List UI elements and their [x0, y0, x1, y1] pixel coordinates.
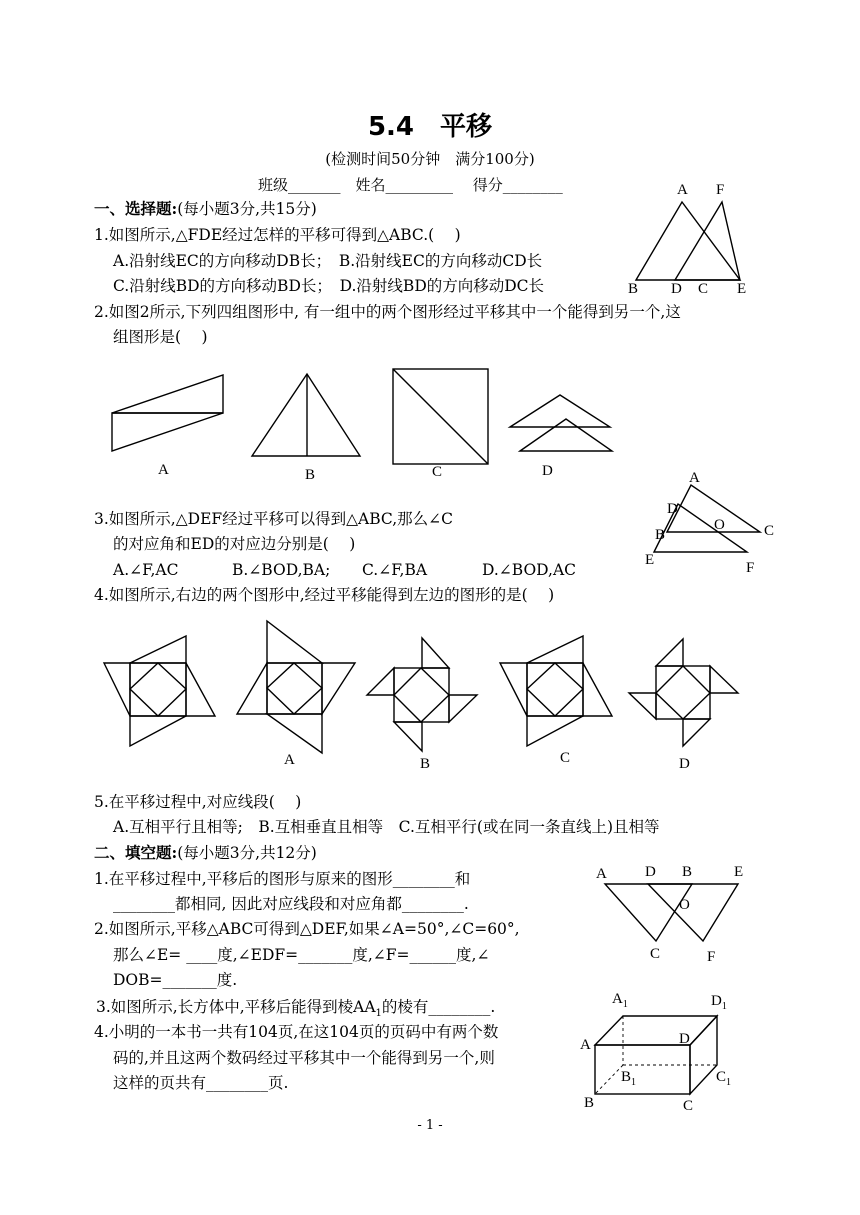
- f3-figure: [580, 1000, 750, 1110]
- q3-option-b: B.∠BOD,BA;: [232, 561, 331, 579]
- q5-options: A.互相平行且相等; B.互相垂直且相等 C.互相平行(或在同一条直线上)且相等: [113, 818, 660, 836]
- q1-options-ab: A.沿射线EC的方向移动DB长； B.沿射线EC的方向移动CD长: [113, 252, 543, 270]
- fig6-label-d1: $D_1$: [711, 993, 727, 1012]
- f3-sub: 1: [375, 1008, 382, 1020]
- q4-label-c: C: [560, 750, 571, 766]
- q2a-shape-2: [112, 413, 223, 451]
- fig3-label-c: C: [764, 523, 775, 539]
- section1-note: (每小题3分,共15分): [177, 200, 317, 218]
- fig5-label-f: F: [707, 949, 716, 965]
- f3-pre: 3.如图所示,长方体中,平移后能得到棱AA: [96, 998, 376, 1016]
- q3-stem-line1: 3.如图所示,△DEF经过平移可以得到△ABC,那么∠C: [94, 510, 454, 528]
- fig3-label-e: E: [645, 552, 655, 568]
- fig6-label-c: C: [683, 1098, 694, 1114]
- fig3-label-a: A: [689, 470, 700, 486]
- q2-stem-line2: 组图形是( ): [113, 328, 208, 346]
- cuboid-side-face: [690, 1016, 717, 1094]
- q3-option-a: A.∠F,AC: [113, 561, 179, 579]
- page-number: - 1 -: [417, 1118, 443, 1133]
- fig5-label-e: E: [734, 864, 744, 880]
- q2-label-d: D: [542, 463, 553, 479]
- fig3-label-o: O: [714, 517, 725, 533]
- cuboid-front-face: [595, 1045, 690, 1094]
- q4-shape-b: [367, 638, 477, 751]
- fig5-label-a: A: [596, 866, 607, 882]
- fig5-label-o: O: [679, 897, 690, 913]
- fig6-label-b1: $B_1$: [621, 1069, 637, 1088]
- f4-line3: 这样的页共有________页.: [113, 1074, 289, 1092]
- q5-stem: 5.在平移过程中,对应线段( ): [94, 793, 302, 811]
- fig6-label-b: B: [584, 1095, 595, 1111]
- section2-note: (每小题3分,共12分): [177, 844, 317, 862]
- q4-shape-d: [629, 639, 738, 746]
- f3-post: 的棱有________.: [381, 998, 496, 1016]
- fig1-label-a: A: [677, 182, 688, 198]
- q2a-shape-1: [112, 375, 223, 413]
- q4-stem: 4.如图所示,右边的两个图形中,经过平移能得到左边的图形的是( ): [94, 586, 555, 604]
- fig3-label-f: F: [746, 560, 755, 576]
- fig5-label-b: B: [682, 864, 693, 880]
- fig1-label-b: B: [628, 281, 639, 297]
- fig6-label-a: A: [580, 1037, 591, 1053]
- f4-line2: 码的,并且这两个数码经过平移其中一个能得到另一个,则: [113, 1049, 495, 1067]
- fig3-label-b: B: [655, 527, 666, 543]
- q1-stem: 1.如图所示,△FDE经过怎样的平移可得到△ABC.( ): [94, 226, 461, 244]
- q2-label-c: C: [432, 464, 443, 480]
- q4-label-d: D: [679, 756, 690, 772]
- f2-line2: 那么∠E= ____度,∠EDF=_______度,∠F=______度,∠: [113, 946, 490, 964]
- fig1-label-d: D: [671, 281, 682, 297]
- q4-shape-original: [104, 636, 215, 746]
- f2-line3: DOB=_______度.: [113, 971, 238, 989]
- info-line: 班级_______ 姓名_________ 得分________: [258, 176, 563, 194]
- fig1-label-f: F: [716, 182, 725, 198]
- fig6-label-c1: $C_1$: [716, 1069, 732, 1088]
- q3-option-d: D.∠BOD,AC: [482, 561, 577, 579]
- q2-label-a: A: [158, 462, 169, 478]
- f1-line1: 1.在平移过程中,平移后的图形与原来的图形________和: [94, 870, 471, 888]
- fig6-label-a1: $A_1$: [612, 991, 628, 1010]
- f1-line2: ________都相同, 因此对应线段和对应角都________.: [113, 895, 469, 913]
- q2d-shape-1: [510, 395, 610, 427]
- fig6-label-d: D: [679, 1031, 690, 1047]
- subtitle: (检测时间50分钟 满分100分): [325, 150, 535, 168]
- fig1-label-e: E: [737, 281, 747, 297]
- q2-figures: [100, 365, 630, 465]
- section2-header: [94, 842, 317, 864]
- q4-figures: [100, 618, 740, 758]
- q2-label-b: B: [305, 467, 316, 483]
- q2-stem-line1: 2.如图2所示,下列四组图形中, 有一组中的两个图形经过平移其中一个能得到另一个,这: [94, 303, 681, 321]
- q1-options-cd: C.沿射线BD的方向移动BD长； D.沿射线BD的方向移动DC长: [113, 277, 545, 295]
- fig5-label-d: D: [645, 864, 656, 880]
- section1-heading: 一、选择题:: [94, 199, 178, 218]
- f2-line1: 2.如图所示,平移△ABC可得到△DEF,如果∠A=50°,∠C=60°,: [94, 920, 520, 938]
- q3-stem-line2: 的对应角和ED的对应边分别是( ): [113, 535, 356, 553]
- page-title: 5.4 平移: [367, 112, 493, 142]
- q4-label-b: B: [420, 756, 431, 772]
- q3-figure: [640, 470, 780, 580]
- triangle-fde: [675, 202, 740, 280]
- fig1-label-c: C: [698, 281, 709, 297]
- q2d-shape-2: [520, 419, 612, 451]
- fig5-label-c: C: [650, 946, 661, 962]
- section2-heading: 二、填空题:: [94, 843, 178, 862]
- f2-figure: [590, 868, 760, 958]
- q4-label-a: A: [284, 752, 295, 768]
- f4-line1: 4.小明的一本书一共有104页,在这104页的页码中有两个数: [94, 1023, 499, 1041]
- fig3-label-d: D: [667, 501, 678, 517]
- q2b-shape: [252, 374, 360, 456]
- q3-option-c: C.∠F,BA: [362, 561, 428, 579]
- q4-shape-c: [500, 636, 612, 746]
- q4-shape-a: [237, 621, 355, 753]
- cuboid-top-face: [595, 1016, 717, 1045]
- section1-header: [94, 198, 317, 220]
